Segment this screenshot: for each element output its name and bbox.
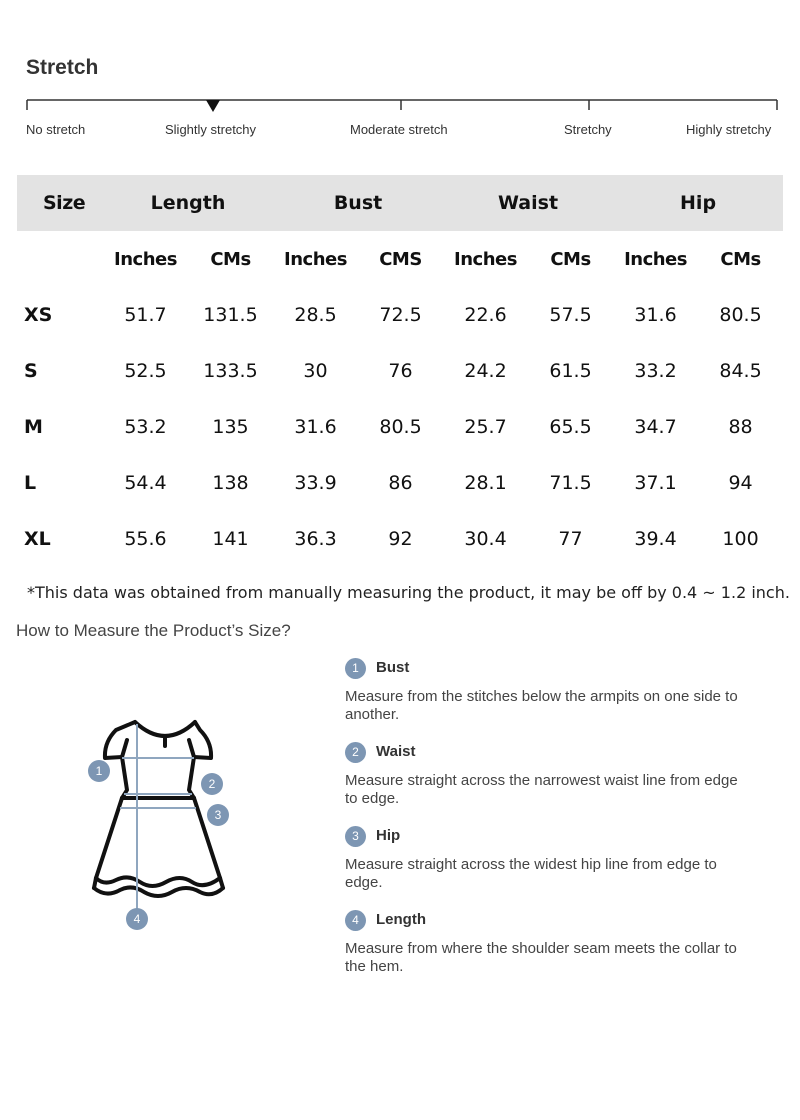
- table-cell: 36.3: [294, 528, 337, 550]
- dress-skirt-icon: [96, 798, 220, 878]
- table-cell: 94: [728, 472, 753, 494]
- size-table: [17, 175, 783, 567]
- waist-marker: 2: [201, 773, 223, 795]
- group-header-hip: Hip: [613, 175, 783, 231]
- size-cell: M: [24, 416, 43, 438]
- table-row: [17, 287, 783, 343]
- table-cell: 28.1: [464, 472, 507, 494]
- step-badge: 4: [345, 910, 366, 931]
- table-cell: 77: [558, 528, 583, 550]
- table-cell: 31.6: [634, 304, 677, 326]
- dress-illustration: [80, 710, 250, 940]
- table-row: [17, 511, 783, 567]
- instruction-title: Hip: [376, 827, 401, 844]
- table-cell: 37.1: [634, 472, 677, 494]
- instruction-text: Measure straight across the widest hip line from edge to edge.: [345, 856, 717, 891]
- instruction-text: Measure from the stitches below the armpits on one side to another.: [345, 688, 738, 723]
- table-cell: 72.5: [379, 304, 422, 326]
- table-cell: 25.7: [464, 416, 507, 438]
- instruction-title: Length: [376, 911, 426, 928]
- size-cell: S: [24, 360, 38, 382]
- table-cell: 30.4: [464, 528, 507, 550]
- table-cell: 57.5: [549, 304, 592, 326]
- table-cell: 28.5: [294, 304, 337, 326]
- stretch-level-stretchy: Stretchy: [564, 122, 612, 137]
- table-units-row: [17, 231, 783, 287]
- table-cell: 84.5: [719, 360, 762, 382]
- table-cell: 61.5: [549, 360, 592, 382]
- table-cell: 76: [388, 360, 413, 382]
- stretch-title: Stretch: [26, 56, 99, 79]
- group-header-bust: Bust: [273, 175, 443, 231]
- table-cell: 33.9: [294, 472, 337, 494]
- unit-header: CMs: [550, 248, 591, 270]
- table-cell: 55.6: [124, 528, 167, 550]
- bust-marker: 1: [88, 760, 110, 782]
- measure-title: How to Measure the Product’s Size?: [16, 621, 291, 640]
- group-header-length: Length: [103, 175, 273, 231]
- table-cell: 133.5: [203, 360, 258, 382]
- instruction-text: Measure straight across the narrowest waist line from edge to edge.: [345, 772, 738, 807]
- dress-collar-icon: [135, 722, 195, 736]
- unit-header: Inches: [454, 248, 517, 270]
- table-cell: 141: [212, 528, 249, 550]
- table-cell: 51.7: [124, 304, 167, 326]
- table-cell: 138: [212, 472, 249, 494]
- units-empty-cell: [17, 231, 103, 287]
- table-row: [17, 343, 783, 399]
- instruction-text: Measure from where the shoulder seam meets the collar to the hem.: [345, 940, 737, 975]
- unit-header: CMs: [210, 248, 251, 270]
- unit-header: Inches: [284, 248, 347, 270]
- table-cell: 131.5: [203, 304, 258, 326]
- unit-header: CMs: [720, 248, 761, 270]
- table-cell: 80.5: [719, 304, 762, 326]
- table-header-row: [17, 175, 783, 231]
- step-badge: 2: [345, 742, 366, 763]
- stretch-level-slight: Slightly stretchy: [165, 122, 257, 137]
- unit-header: Inches: [624, 248, 687, 270]
- size-header: Size: [17, 175, 103, 231]
- measurement-note: *This data was obtained from manually measuring the product, it may be off by 0.4 ~ 1.2 inch.: [27, 583, 790, 602]
- step-badge: 3: [345, 826, 366, 847]
- group-header-waist: Waist: [443, 175, 613, 231]
- size-cell: XS: [24, 304, 53, 326]
- table-cell: 30: [303, 360, 328, 382]
- table-cell: 39.4: [634, 528, 677, 550]
- size-cell: XL: [24, 528, 51, 550]
- table-row: [17, 455, 783, 511]
- instruction-title: Waist: [376, 743, 416, 760]
- stretch-indicator-icon: [206, 100, 220, 112]
- step-badge: 1: [345, 658, 366, 679]
- table-cell: 86: [388, 472, 413, 494]
- table-cell: 100: [722, 528, 759, 550]
- length-marker: 4: [126, 908, 148, 930]
- table-cell: 22.6: [464, 304, 507, 326]
- table-cell: 52.5: [124, 360, 167, 382]
- instruction-title: Bust: [376, 659, 410, 676]
- stretch-level-high: Highly stretchy: [686, 122, 772, 137]
- unit-header: Inches: [114, 248, 177, 270]
- unit-header: CMS: [379, 248, 422, 270]
- table-cell: 92: [388, 528, 413, 550]
- table-cell: 24.2: [464, 360, 507, 382]
- table-cell: 80.5: [379, 416, 422, 438]
- table-cell: 65.5: [549, 416, 592, 438]
- table-cell: 33.2: [634, 360, 677, 382]
- stretch-level-none: No stretch: [26, 122, 86, 137]
- table-cell: 135: [212, 416, 249, 438]
- table-cell: 34.7: [634, 416, 677, 438]
- stretch-scale: [0, 90, 800, 150]
- table-row: [17, 399, 783, 455]
- hip-marker: 3: [207, 804, 229, 826]
- table-cell: 31.6: [294, 416, 337, 438]
- table-cell: 88: [728, 416, 753, 438]
- stretch-level-moderate: Moderate stretch: [350, 122, 448, 137]
- table-cell: 53.2: [124, 416, 167, 438]
- size-cell: L: [24, 472, 37, 494]
- table-cell: 54.4: [124, 472, 167, 494]
- table-cell: 71.5: [549, 472, 592, 494]
